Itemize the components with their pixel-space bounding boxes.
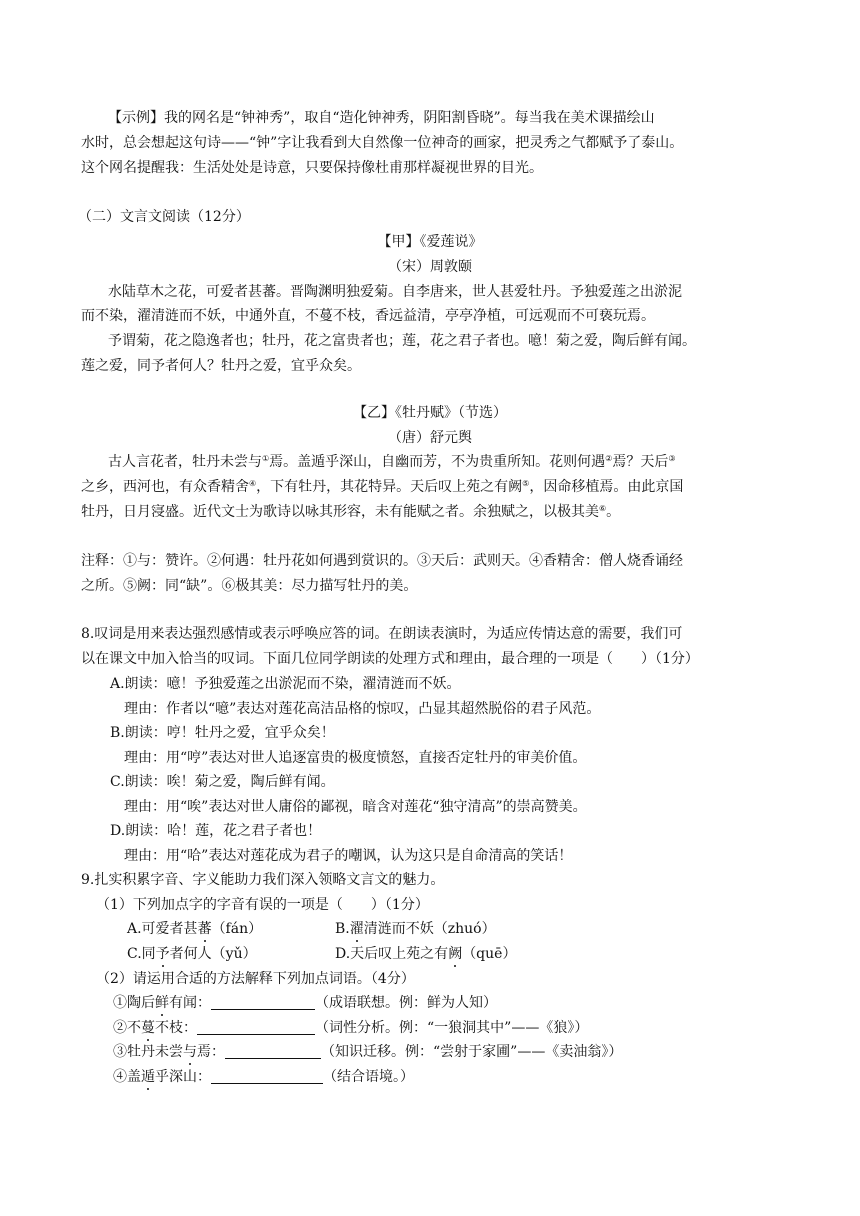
yi-line-3 bbox=[81, 503, 620, 521]
q8-option-b-reason: 理由：用“哼”表达对世人追逐富贵的极度愤怒，直接否定牡丹的审美价值。 bbox=[124, 750, 587, 766]
answer-blank[interactable] bbox=[225, 1058, 321, 1059]
example-line-1: 【示例】我的网名是“钟神秀”，取自“造化钟神秀，阴阳割昏晓”。每当我在美术课描绘山 bbox=[108, 110, 655, 126]
option-text: （quē） bbox=[462, 946, 517, 962]
jia-para-line-2: 而不染，濯清涟而不妖，中通外直，不蔓不枝，香远益清，亭亭净植，可远观而不可亵玩焉。 bbox=[81, 308, 655, 324]
q8-option-d-reason: 理由：用“哈”表达对莲花成为君子的嘲讽，认为这只是自命清高的笑话！ bbox=[124, 848, 573, 864]
answer-blank[interactable] bbox=[197, 1034, 315, 1035]
answer-blank[interactable] bbox=[211, 1009, 315, 1010]
yi-text: 。 bbox=[606, 504, 621, 520]
option-text: B. bbox=[335, 921, 350, 937]
item-text: ①陶后 bbox=[113, 995, 155, 1011]
jia-para-line-4: 莲之爱，同予者何人？牡丹之爱，宜乎众矣。 bbox=[81, 358, 361, 374]
answer-blank[interactable] bbox=[211, 1083, 323, 1084]
q9-option-c bbox=[127, 945, 257, 963]
item-hint: （结合语境。） bbox=[323, 1069, 414, 1085]
example-line-2: 水时，总会想起这句诗——“钟”字让我看到大自然像一位神奇的画家，把灵秀之气都赋予了泰山。 bbox=[81, 135, 684, 151]
jia-para-line-1: 水陆草木之花，可爱者甚蕃。晋陶渊明独爱菊。自李唐来，世人甚爱牡丹。予独爱莲之出淤泥 bbox=[108, 284, 682, 300]
item-hint: （知识迁移。例：“尝射于家圃”——《卖油翁》） bbox=[321, 1044, 623, 1060]
yi-text: 牡丹，日月寖盛。近代文士为歌诗以咏其形容，未有能赋之者。余独赋之，以极其美 bbox=[81, 504, 599, 520]
dotted-char: 予 bbox=[155, 946, 170, 962]
yi-title: 【乙】《牡丹赋》（节选） bbox=[353, 405, 507, 421]
item-hint: （词性分析。例：“一狼洞其中”——《狼》） bbox=[315, 1020, 589, 1036]
option-text: （fán） bbox=[211, 921, 263, 937]
dotted-char: 阙 bbox=[448, 946, 463, 962]
yi-line-1 bbox=[108, 453, 676, 471]
footnote-mark: ① bbox=[262, 454, 270, 463]
yi-text: 古人言花者，牡丹未尝与 bbox=[108, 454, 262, 470]
q8-option-b: B.朗读：哼！牡丹之爱，宜乎众矣！ bbox=[110, 725, 335, 741]
jia-title: 【甲】《爱莲说》 bbox=[377, 234, 483, 250]
dotted-char: 鲜 bbox=[155, 995, 169, 1011]
q8-stem-line-2: 以在课文中加入恰当的叹词。下面几位同学朗读的处理方式和理由，最合理的一项是（ ）（1分） bbox=[81, 651, 699, 667]
q9-option-d bbox=[335, 945, 516, 963]
section-heading: （二）文言文阅读（12分） bbox=[78, 209, 250, 225]
item-hint: （成语联想。例：鲜为人知） bbox=[315, 995, 497, 1011]
q9-stem: 9.扎实积累字音、字义能助力我们深入领略文言文的魅力。 bbox=[81, 872, 445, 888]
option-text: C.同 bbox=[127, 946, 156, 962]
yi-text: 之乡，西河也，有众香精舍 bbox=[81, 479, 249, 495]
notes-line-2: 之所。⑤阙：同“缺”。⑥极其美：尽力描写牡丹的美。 bbox=[81, 578, 418, 594]
item-text: 不枝： bbox=[155, 1020, 197, 1036]
dotted-char: 蔓 bbox=[141, 1020, 155, 1036]
yi-text: ，下有牡丹，其花特异。天后叹上苑之有阙 bbox=[256, 479, 523, 495]
q8-option-a-reason: 理由：作者以“噫”表达对莲花高洁品格的惊叹，凸显其超然脱俗的君子风范。 bbox=[124, 701, 601, 717]
item-text: ②不 bbox=[113, 1020, 141, 1036]
q8-option-c-reason: 理由：用“唉”表达对世人庸俗的鄙视，暗含对莲花“独守清高”的崇高赞美。 bbox=[124, 799, 587, 815]
example-line-3: 这个网名提醒我：生活处处是诗意，只要保持像杜甫那样凝视世界的目光。 bbox=[81, 160, 543, 176]
option-text: 者何人（yǔ） bbox=[169, 946, 257, 962]
q8-option-a: A.朗读：噫！予独爱莲之出淤泥而不染，濯清涟而不妖。 bbox=[110, 676, 461, 692]
footnote-mark: ② bbox=[605, 454, 613, 463]
footnote-mark: ④ bbox=[249, 479, 257, 488]
item-text: 有闻： bbox=[169, 995, 211, 1011]
option-text: D.天后叹上苑之有 bbox=[335, 946, 449, 962]
item-text: ③牡丹未尝 bbox=[113, 1044, 183, 1060]
jia-para-line-3: 予谓菊，花之隐逸者也；牡丹，花之富贵者也；莲，花之君子者也。噫！菊之爱，陶后鲜有闻。 bbox=[108, 333, 696, 349]
q9-sub-1: （1）下列加点字的字音有误的一项是（ ）（1分） bbox=[96, 897, 429, 913]
q9-option-b bbox=[335, 920, 496, 938]
option-text: A.可爱者甚 bbox=[127, 921, 198, 937]
dotted-char: 遁 bbox=[141, 1069, 155, 1085]
q8-option-c: C.朗读：唉！菊之爱，陶后鲜有闻。 bbox=[110, 774, 335, 790]
yi-line-2 bbox=[81, 478, 683, 496]
q9-item-1 bbox=[113, 994, 497, 1012]
footnote-mark: ⑥ bbox=[599, 504, 607, 513]
q9-item-2 bbox=[113, 1019, 588, 1037]
footnote-mark: ⑤ bbox=[522, 479, 530, 488]
yi-author: （唐）舒元舆 bbox=[388, 430, 472, 446]
option-text: 清涟而不妖（zhuó） bbox=[363, 921, 496, 937]
notes-line-1: 注释：①与：赞许。②何遇：牡丹花如何遇到赏识的。③天后：武则天。④香精舍：僧人烧香诵经 bbox=[81, 553, 683, 569]
q8-option-d: D.朗读：哈！莲，花之君子者也！ bbox=[110, 823, 322, 839]
q9-option-a bbox=[127, 920, 262, 938]
q9-item-4 bbox=[113, 1068, 414, 1086]
dotted-char: 与 bbox=[183, 1044, 197, 1060]
q8-stem-line-1: 8.叹词是用来表达强烈感情或表示呼唤应答的词。在朗读表演时，为适应传情达意的需要，我们可 bbox=[81, 626, 683, 642]
yi-text: 焉。盖遁乎深山，自幽而芳，不为贵重所知。花则何遇 bbox=[269, 454, 606, 470]
item-text: 乎深山： bbox=[155, 1069, 211, 1085]
yi-text: ，因命移植焉。由此京国 bbox=[529, 479, 684, 495]
item-text: 焉： bbox=[197, 1044, 225, 1060]
item-text: ④盖 bbox=[113, 1069, 141, 1085]
footnote-mark: ③ bbox=[668, 454, 676, 463]
dotted-char: 濯 bbox=[349, 921, 364, 937]
q9-item-3 bbox=[113, 1043, 622, 1061]
q9-sub-2: （2）请运用合适的方法解释下列加点词语。（4分） bbox=[96, 971, 415, 987]
jia-author: （宋）周敦颐 bbox=[388, 259, 472, 275]
yi-text: 焉？天后 bbox=[612, 454, 669, 470]
dotted-char: 蕃 bbox=[197, 921, 212, 937]
